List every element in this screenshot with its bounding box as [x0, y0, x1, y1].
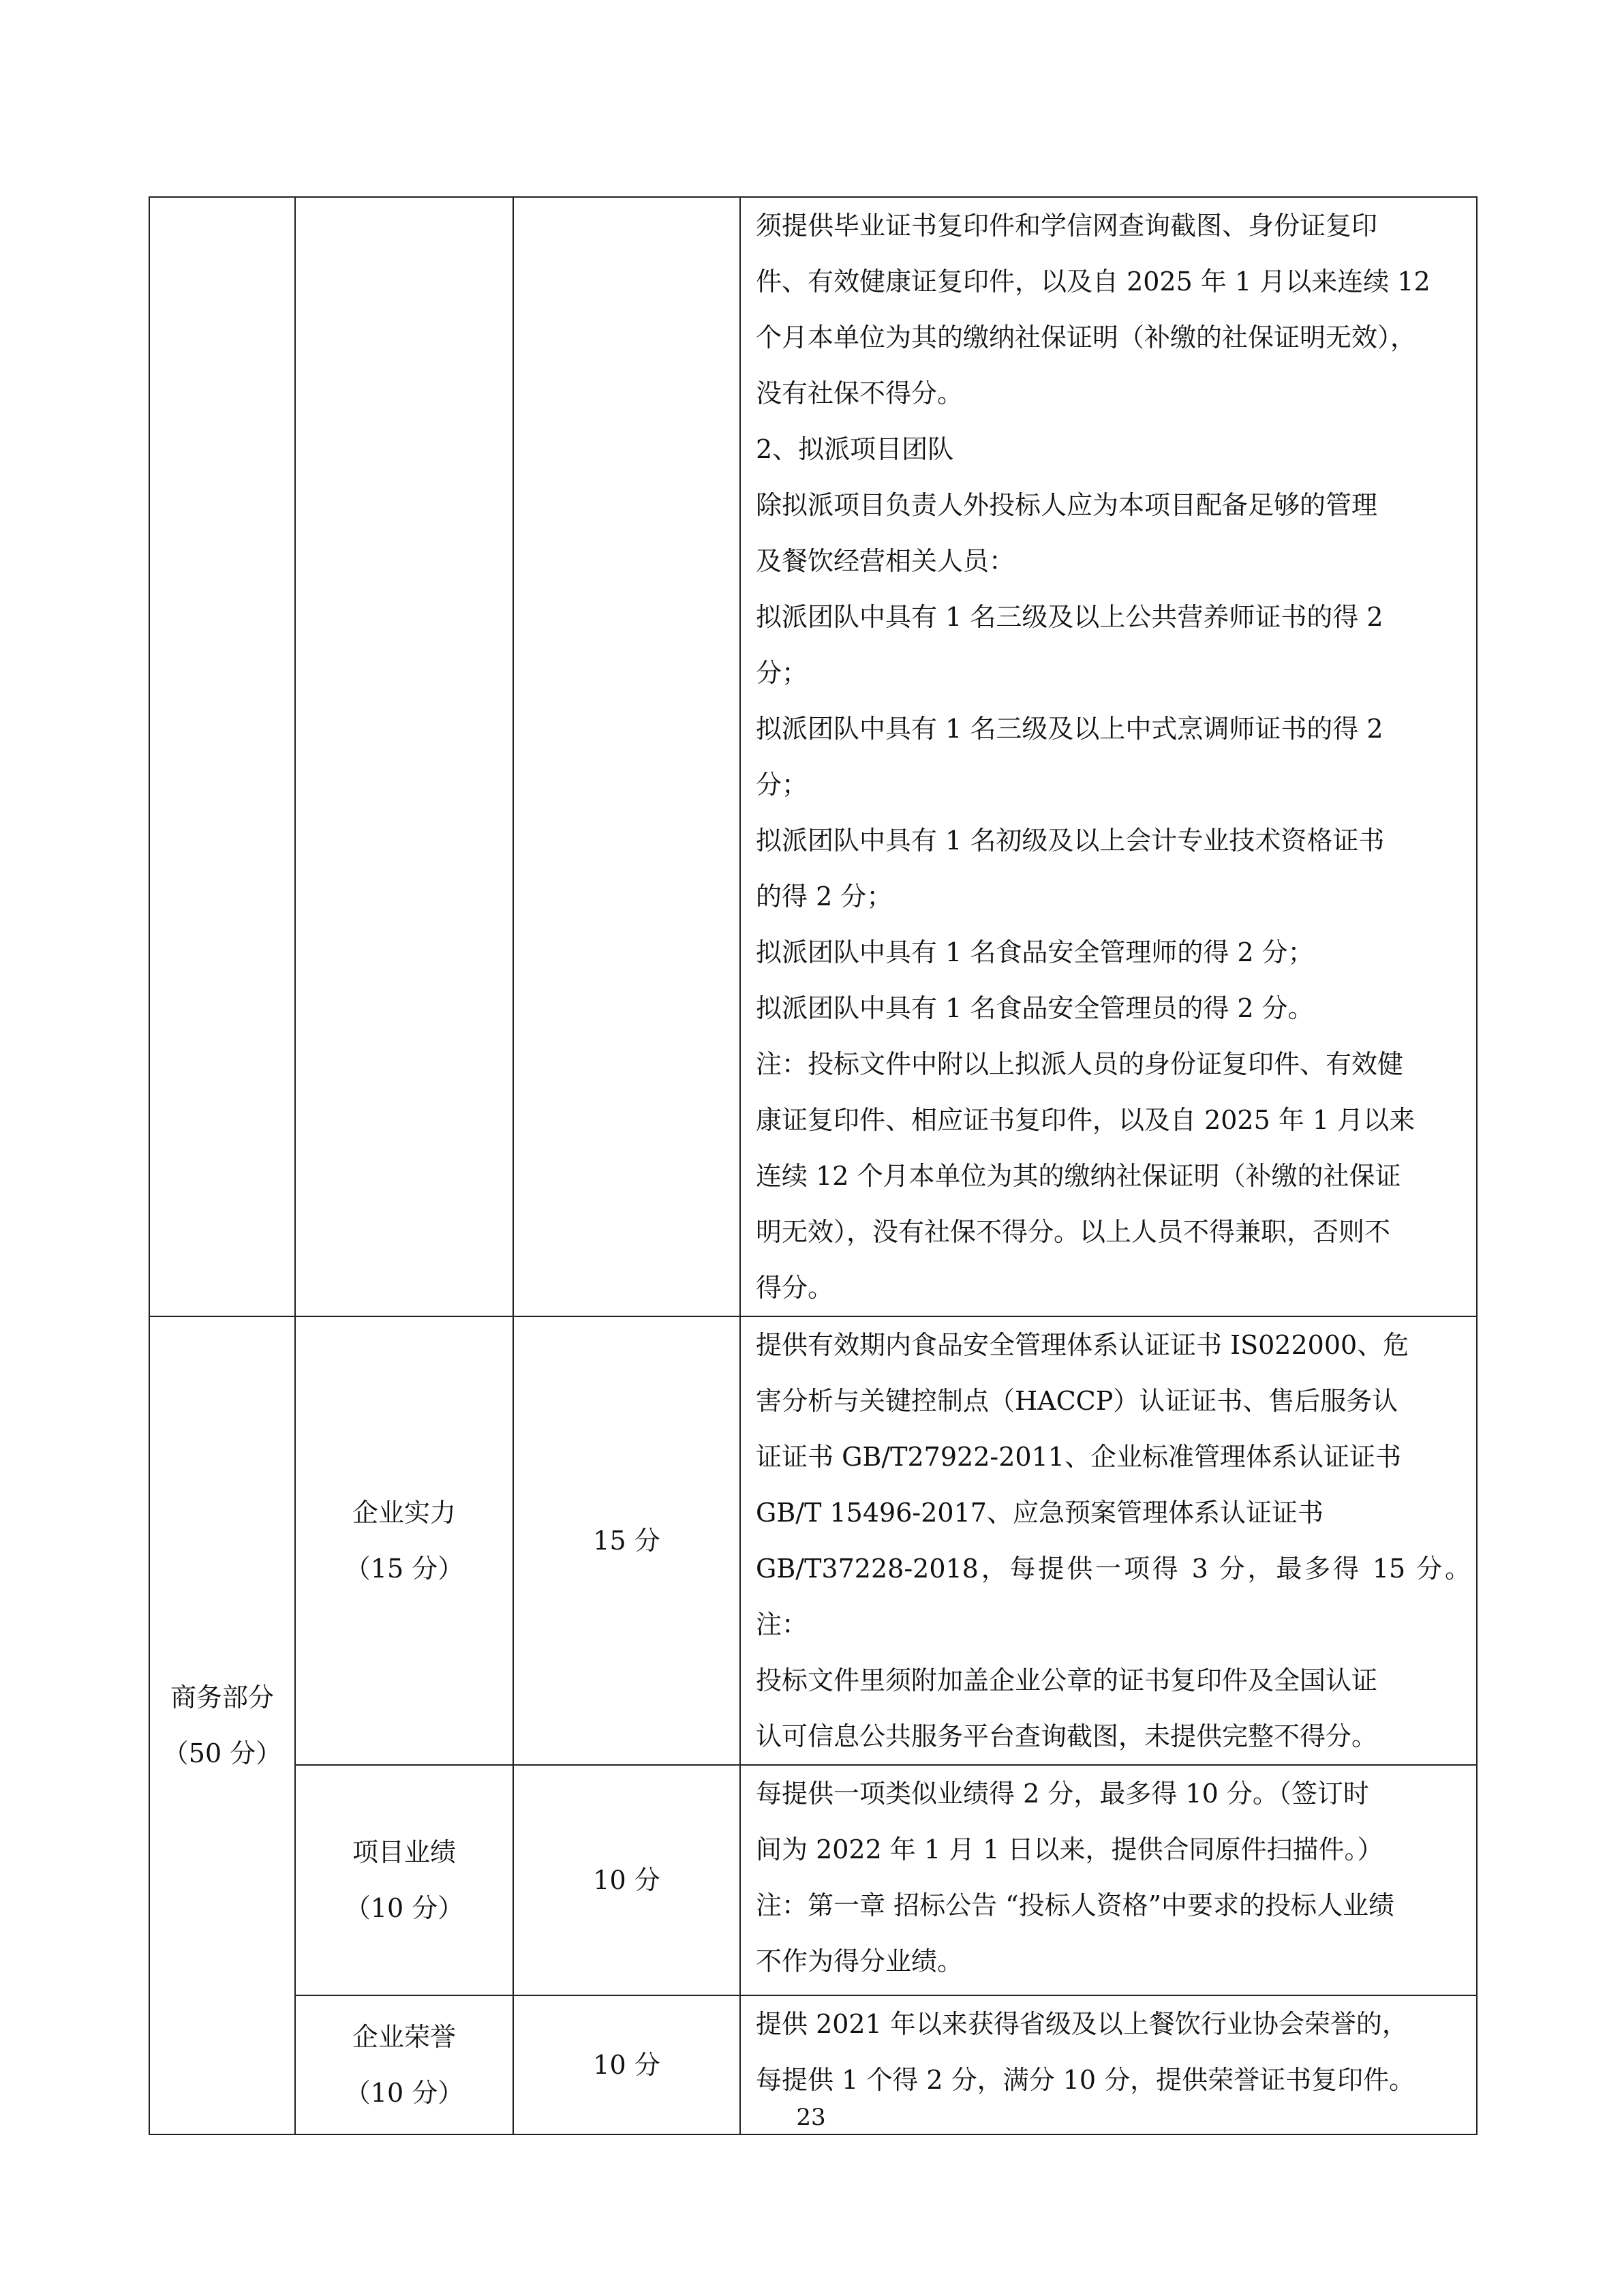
criteria-line: 证证书 GB/T27922-2011、企业标准管理体系认证证书 — [756, 1442, 1401, 1472]
criteria-line: 2、拟派项目团队 — [756, 434, 954, 464]
table-row-enterprise-strength — [149, 1316, 1477, 1765]
criteria-line: 提供有效期内食品安全管理体系认证证书 IS022000、危 — [756, 1330, 1409, 1360]
criteria-line: 件、有效健康证复印件，以及自 2025 年 1 月以来连续 12 — [756, 267, 1430, 297]
item-points: （15 分） — [344, 1554, 464, 1584]
criteria-line: 没有社保不得分。 — [756, 378, 964, 408]
category-points: （50 分） — [162, 1738, 282, 1768]
criteria-line: 康证复印件、相应证书复印件，以及自 2025 年 1 月以来 — [756, 1105, 1416, 1135]
criteria-line: 除拟派项目负责人外投标人应为本项目配备足够的管理 — [756, 490, 1378, 520]
category-cell-business — [149, 1316, 295, 2134]
item-label: 企业荣誉 — [352, 2022, 456, 2052]
criteria-line: 拟派团队中具有 1 名食品安全管理师的得 2 分； — [756, 937, 1314, 967]
criteria-line: 拟派团队中具有 1 名初级及以上会计专业技术资格证书 — [756, 826, 1385, 856]
criteria-line: 注：第一章 招标公告 “投标人资格”中要求的投标人业绩 — [756, 1890, 1395, 1920]
criteria-line: 连续 12 个月本单位为其的缴纳社保证明（补缴的社保证 — [756, 1161, 1401, 1191]
criteria-line: 认可信息公共服务平台查询截图，未提供完整不得分。 — [756, 1721, 1378, 1751]
criteria-cell-enterprise-strength — [740, 1316, 1477, 1765]
criteria-line: 须提供毕业证书复印件和学信网查询截图、身份证复印 — [756, 211, 1378, 241]
criteria-line: 提供 2021 年以来获得省级及以上餐饮行业协会荣誉的， — [756, 2009, 1408, 2039]
criteria-line: 每提供 1 个得 2 分，满分 10 分，提供荣誉证书复印件。 — [756, 2065, 1416, 2095]
table-row-project-performance — [149, 1765, 1477, 1995]
criteria-line: 分； — [756, 658, 808, 688]
score-cell-enterprise-honor: 10 分 — [513, 1995, 740, 2134]
item-points: （10 分） — [344, 2078, 464, 2108]
item-cell-enterprise-strength — [295, 1316, 513, 1765]
criteria-line: 拟派团队中具有 1 名三级及以上公共营养师证书的得 2 — [756, 602, 1383, 632]
criteria-line: 注：投标文件中附以上拟派人员的身份证复印件、有效健 — [756, 1049, 1404, 1079]
empty-cell-item — [295, 197, 513, 1316]
score-cell-enterprise-strength: 15 分 — [513, 1316, 740, 1765]
criteria-line: 投标文件里须附加盖企业公章的证书复印件及全国认证 — [756, 1665, 1378, 1695]
criteria-cell-project-performance — [740, 1765, 1477, 1995]
empty-cell-category — [149, 197, 295, 1316]
criteria-line: 明无效），没有社保不得分。以上人员不得兼职，否则不 — [756, 1217, 1391, 1247]
item-cell-project-performance — [295, 1765, 513, 1995]
criteria-line: 得分。 — [756, 1273, 834, 1303]
category-label: 商务部分 — [170, 1682, 274, 1712]
item-label: 项目业绩 — [352, 1837, 456, 1867]
criteria-line: 分； — [756, 770, 808, 800]
scoring-table — [149, 196, 1478, 2135]
score-cell-project-performance: 10 分 — [513, 1765, 740, 1995]
criteria-line: 的得 2 分； — [756, 881, 893, 911]
criteria-line: 拟派团队中具有 1 名食品安全管理员的得 2 分。 — [756, 993, 1314, 1023]
criteria-line: 个月本单位为其的缴纳社保证明（补缴的社保证明无效）， — [756, 322, 1417, 352]
empty-cell-score — [513, 197, 740, 1316]
criteria-cell-team — [740, 197, 1477, 1316]
criteria-line: 及餐饮经营相关人员： — [756, 546, 1015, 576]
criteria-line: 每提供一项类似业绩得 2 分，最多得 10 分。（签订时 — [756, 1779, 1369, 1809]
table-row-continued — [149, 197, 1477, 1316]
criteria-line: 不作为得分业绩。 — [756, 1946, 964, 1976]
criteria-line: 拟派团队中具有 1 名三级及以上中式烹调师证书的得 2 — [756, 714, 1383, 744]
item-label: 企业实力 — [352, 1498, 456, 1528]
item-points: （10 分） — [344, 1893, 464, 1923]
criteria-line: 间为 2022 年 1 月 1 日以来，提供合同原件扫描件。） — [756, 1834, 1383, 1864]
criteria-line: GB/T 15496-2017、应急预案管理体系认证证书 — [756, 1498, 1323, 1528]
criteria-line: 害分析与关键控制点（HACCP）认证证书、售后服务认 — [756, 1386, 1398, 1416]
page-number: 23 — [796, 2104, 826, 2131]
criteria-line: GB/T37228-2018，每提供一项得 3 分，最多得 15 分。注： — [756, 1554, 1471, 1640]
